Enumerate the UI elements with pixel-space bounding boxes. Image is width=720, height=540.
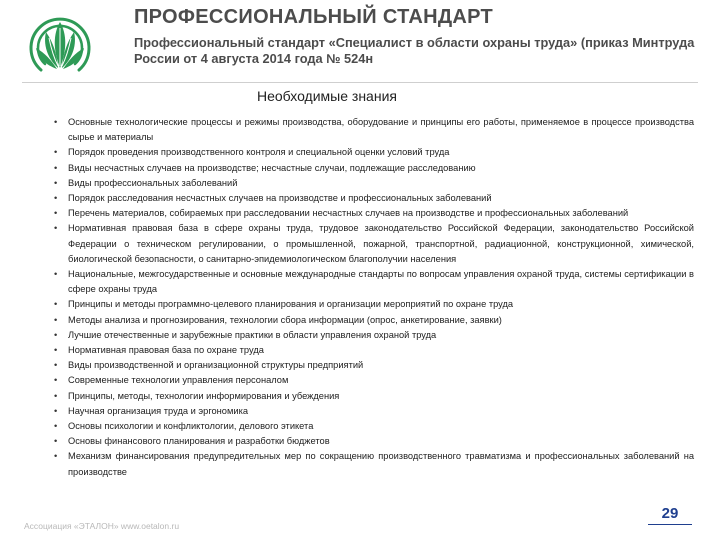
- section-heading: Необходимые знания: [257, 88, 397, 104]
- list-item: • Методы анализа и прогнозирования, технологии сбора информации (опрос, анкетирование, заявки): [54, 313, 694, 328]
- slide-title: ПРОФЕССИОНАЛЬНЫЙ СТАНДАРТ: [134, 6, 494, 28]
- list-item: • Основные технологические процессы и режимы производства, оборудование и принципы его работы, применяемое в процессе производства сырье и материалы: [54, 115, 694, 145]
- list-item: • Перечень материалов, собираемых при расследовании несчастных случаев на производстве и профессиональных заболеваний: [54, 206, 694, 221]
- list-item: • Виды профессиональных заболеваний: [54, 176, 694, 191]
- knowledge-list: [54, 115, 694, 480]
- list-item: • Принципы и методы программно-целевого планирования и организации мероприятий по охране труда: [54, 297, 694, 312]
- list-item: • Виды несчастных случаев на производстве; несчастные случаи, подлежащие расследованию: [54, 161, 694, 176]
- list-item: • Основы финансового планирования и разработки бюджетов: [54, 434, 694, 449]
- list-item: • Национальные, межгосударственные и основные международные стандарты по вопросам управления охраной труда, системы сертификации в сфере охраны труда: [54, 267, 694, 297]
- list-item: • Порядок расследования несчастных случаев на производстве и профессиональных заболеваний: [54, 191, 694, 206]
- list-item: • Виды производственной и организационной структуры предприятий: [54, 358, 694, 373]
- page-number: 29: [661, 505, 679, 522]
- list-item: • Научная организация труда и эргономика: [54, 404, 694, 419]
- leaf-emblem-icon: [22, 8, 98, 80]
- slide-subtitle: Профессиональный стандарт «Специалист в области охраны труда» (приказ Минтруда России от 4 августа 2014 года № 524н: [134, 35, 695, 66]
- page-number-underline: [648, 524, 692, 525]
- list-item: • Механизм финансирования предупредительных мер по сокращению производственного травматизма и профессиональных заболеваний на производстве: [54, 449, 694, 479]
- list-item: • Порядок проведения производственного контроля и специальной оценки условий труда: [54, 145, 694, 160]
- footer-association-text: Ассоциация «ЭТАЛОН» www.oetalon.ru: [24, 521, 180, 531]
- list-item: • Лучшие отечественные и зарубежные практики в области управления охраной труда: [54, 328, 694, 343]
- list-item: • Современные технологии управления персоналом: [54, 373, 694, 388]
- header-divider: [22, 82, 698, 83]
- list-item: • Принципы, методы, технологии информирования и убеждения: [54, 389, 694, 404]
- list-item: • Нормативная правовая база по охране труда: [54, 343, 694, 358]
- list-item: • Нормативная правовая база в сфере охраны труда, трудовое законодательство Российской Федерации, законодательство Российской Федерации о техническом регулировании, о промышленной, пожарной, транспортной, радиационной, конструкционной, химической, биологической безопасности, о санитарно-эпидемиологическом благополучии населения: [54, 221, 694, 267]
- list-item: • Основы психологии и конфликтологии, делового этикета: [54, 419, 694, 434]
- slide-header: [0, 0, 720, 84]
